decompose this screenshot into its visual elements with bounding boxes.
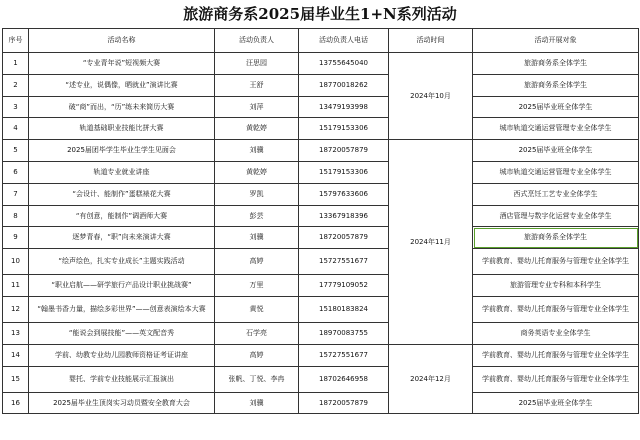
activity-target: 学前教育、婴幼儿托育服务与管理专业全体学生	[473, 296, 639, 322]
lead-phone: 13367918396	[299, 205, 389, 227]
activity-name: “有创意，能制作”调酒师大赛	[29, 205, 215, 227]
activity-name: 逐梦青春，“职”向未来演讲大赛	[29, 227, 215, 249]
table-row[interactable]	[3, 140, 639, 162]
activity-target: 西式烹饪工艺专业全体学生	[473, 183, 639, 205]
lead-phone: 15797633606	[299, 183, 389, 205]
page-title: 旅游商务系2025届毕业生1+N系列活动	[183, 5, 457, 23]
lead-phone: 18720057879	[299, 392, 389, 414]
activity-target: 城市轨道交通运营管理专业全体学生	[473, 118, 639, 140]
period-cell: 2024年10月	[389, 53, 473, 140]
activity-target: 2025届毕业班全体学生	[473, 140, 639, 162]
activity-lead: 刘骥	[215, 392, 299, 414]
table-row[interactable]	[3, 296, 639, 322]
row-number: 15	[3, 366, 29, 392]
table-row[interactable]	[3, 53, 639, 75]
lead-phone: 18770018262	[299, 74, 389, 96]
row-number: 5	[3, 140, 29, 162]
activity-name: 轨道基础职业技能比拼大赛	[29, 118, 215, 140]
table-row[interactable]	[3, 322, 639, 344]
lead-phone: 17779109052	[299, 275, 389, 297]
activity-lead: 黄乾婷	[215, 161, 299, 183]
lead-phone: 15179153306	[299, 161, 389, 183]
row-number: 13	[3, 322, 29, 344]
activity-name: “会设计、能制作”蛋糕裱花大赛	[29, 183, 215, 205]
activity-name: 破“商”而出，“历”练未来简历大赛	[29, 96, 215, 118]
table-row[interactable]	[3, 118, 639, 140]
lead-phone: 18720057879	[299, 140, 389, 162]
activity-target: 旅游商务系全体学生	[473, 74, 639, 96]
activity-name: 学前、幼教专业幼儿园教师资格证考证讲座	[29, 344, 215, 366]
activity-name: “绘声绘色，扎实专业成长”主题实践活动	[29, 249, 215, 275]
activity-lead: 高婷	[215, 249, 299, 275]
table-row[interactable]	[3, 205, 639, 227]
lead-phone: 15727551677	[299, 344, 389, 366]
activity-target[interactable]: 旅游商务系全体学生	[473, 227, 639, 249]
row-number: 4	[3, 118, 29, 140]
lead-phone: 15179153306	[299, 118, 389, 140]
activity-lead: 王舒	[215, 74, 299, 96]
header-cell: 活动开展对象	[473, 29, 639, 53]
activity-target: 学前教育、婴幼儿托育服务与管理专业全体学生	[473, 344, 639, 366]
activity-lead: 彭芸	[215, 205, 299, 227]
header-cell: 活动负责人	[215, 29, 299, 53]
activity-lead: 黄悦	[215, 296, 299, 322]
activity-name: 婴托、学前专业技能展示汇报演出	[29, 366, 215, 392]
row-number: 10	[3, 249, 29, 275]
header-cell: 活动时间	[389, 29, 473, 53]
activity-name: 轨道专业就业讲座	[29, 161, 215, 183]
activity-name: “翰墨书香力量，描绘多彩世界”——创意表演绘本大赛	[29, 296, 215, 322]
activity-name: 2025届团毕学生毕业生学生见面会	[29, 140, 215, 162]
table-row[interactable]	[3, 96, 639, 118]
activity-target: 商务英语专业全体学生	[473, 322, 639, 344]
activity-target: 2025届毕业班全体学生	[473, 96, 639, 118]
header-cell: 序号	[3, 29, 29, 53]
activity-lead: 汪思园	[215, 53, 299, 75]
activity-table	[2, 28, 639, 414]
activity-lead: 黄乾婷	[215, 118, 299, 140]
activity-lead: 罗凯	[215, 183, 299, 205]
activity-target: 学前教育、婴幼儿托育服务与管理专业全体学生	[473, 249, 639, 275]
row-number: 9	[3, 227, 29, 249]
lead-phone: 18702646958	[299, 366, 389, 392]
activity-name: “专业青年说”短视频大赛	[29, 53, 215, 75]
header-cell: 活动名称	[29, 29, 215, 53]
lead-phone: 18720057879	[299, 227, 389, 249]
row-number: 7	[3, 183, 29, 205]
row-number: 11	[3, 275, 29, 297]
row-number: 14	[3, 344, 29, 366]
activity-name: “述专业，说偶像，晒就业”演讲比赛	[29, 74, 215, 96]
activity-lead: 刘骥	[215, 140, 299, 162]
activity-name: “职业启航——研学旅行产品设计职业挑战赛”	[29, 275, 215, 297]
activity-lead: 刘萍	[215, 96, 299, 118]
activity-name: “能说会到展技能”——英文配音秀	[29, 322, 215, 344]
table-row[interactable]	[3, 366, 639, 392]
row-number: 3	[3, 96, 29, 118]
table-row[interactable]	[3, 161, 639, 183]
activity-target: 旅游管理专业专科和本科学生	[473, 275, 639, 297]
row-number: 1	[3, 53, 29, 75]
row-number: 6	[3, 161, 29, 183]
table-row[interactable]	[3, 344, 639, 366]
activity-lead: 石学亮	[215, 322, 299, 344]
activity-lead: 万里	[215, 275, 299, 297]
activity-target: 旅游商务系全体学生	[473, 53, 639, 75]
table-row[interactable]	[3, 74, 639, 96]
activity-lead: 高婷	[215, 344, 299, 366]
activity-target: 城市轨道交通运营管理专业全体学生	[473, 161, 639, 183]
period-cell: 2024年12月	[389, 344, 473, 414]
lead-phone: 15727551677	[299, 249, 389, 275]
header-cell: 活动负责人电话	[299, 29, 389, 53]
table-row[interactable]	[3, 183, 639, 205]
row-number: 8	[3, 205, 29, 227]
activity-target: 2025届毕业班全体学生	[473, 392, 639, 414]
table-row[interactable]	[3, 392, 639, 414]
lead-phone: 15180183824	[299, 296, 389, 322]
lead-phone: 13479193998	[299, 96, 389, 118]
activity-target: 学前教育、婴幼儿托育服务与管理专业全体学生	[473, 366, 639, 392]
activity-name: 2025届毕业生顶岗实习动员暨安全教育大会	[29, 392, 215, 414]
period-cell: 2024年11月	[389, 140, 473, 345]
row-number: 16	[3, 392, 29, 414]
activity-lead: 张帆、丁悦、李冉	[215, 366, 299, 392]
row-number: 2	[3, 74, 29, 96]
table-row[interactable]	[3, 275, 639, 297]
row-number: 12	[3, 296, 29, 322]
table-row[interactable]	[3, 249, 639, 275]
table-row[interactable]	[3, 227, 639, 249]
lead-phone: 18970083755	[299, 322, 389, 344]
lead-phone: 13755645040	[299, 53, 389, 75]
activity-lead: 刘骥	[215, 227, 299, 249]
header-row	[3, 29, 639, 53]
activity-target: 酒店管理与数字化运营专业全体学生	[473, 205, 639, 227]
